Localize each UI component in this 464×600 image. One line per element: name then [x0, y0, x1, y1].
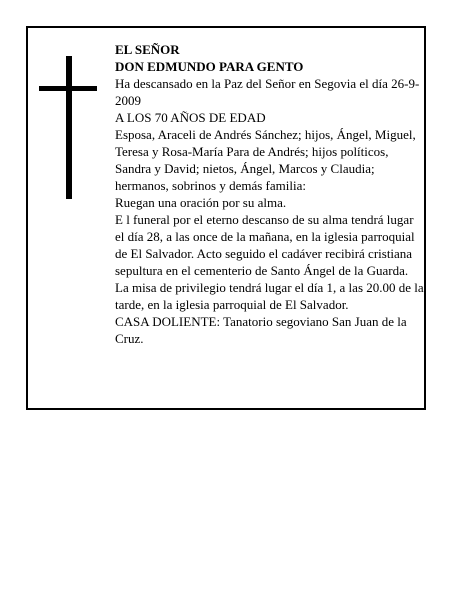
- death-statement: Ha descansado en la Paz del Señor en Segovia el día 26-9-2009: [115, 76, 420, 108]
- age-line: A LOS 70 AÑOS DE EDAD: [115, 110, 266, 125]
- funeral-details: E l funeral por el eterno descanso de su alma tendrá lugar el día 28, a las once de la mañana, en la iglesia parroquial de El Salvador. Acto seguido el cadáver recibirá cristiana sepultura en el cementerio de Santo Ángel de la Guarda. La misa de privilegio tendrá lugar el día 1, a las 20.00 de la tarde, en la iglesia parroquial de El Salvador.: [115, 212, 424, 312]
- deceased-name: DON EDMUNDO PARA GENTO: [115, 59, 304, 74]
- notice-body: [115, 41, 425, 347]
- cross-icon: [66, 56, 72, 199]
- prayer-request: Ruegan una oración por su alma.: [115, 195, 287, 210]
- obituary-notice: [26, 26, 426, 410]
- mourning-house: CASA DOLIENTE: Tanatorio segoviano San Juan de la Cruz.: [115, 314, 407, 346]
- notice-title: EL SEÑOR: [115, 42, 180, 57]
- cross-icon-bar: [39, 86, 97, 91]
- family-list: Esposa, Araceli de Andrés Sánchez; hijos, Ángel, Miguel, Teresa y Rosa-María Para de Andrés; hijos políticos, Sandra y David; nietos, Ángel, Marcos y Claudia; hermanos, sobrinos y demás familia:: [115, 127, 416, 193]
